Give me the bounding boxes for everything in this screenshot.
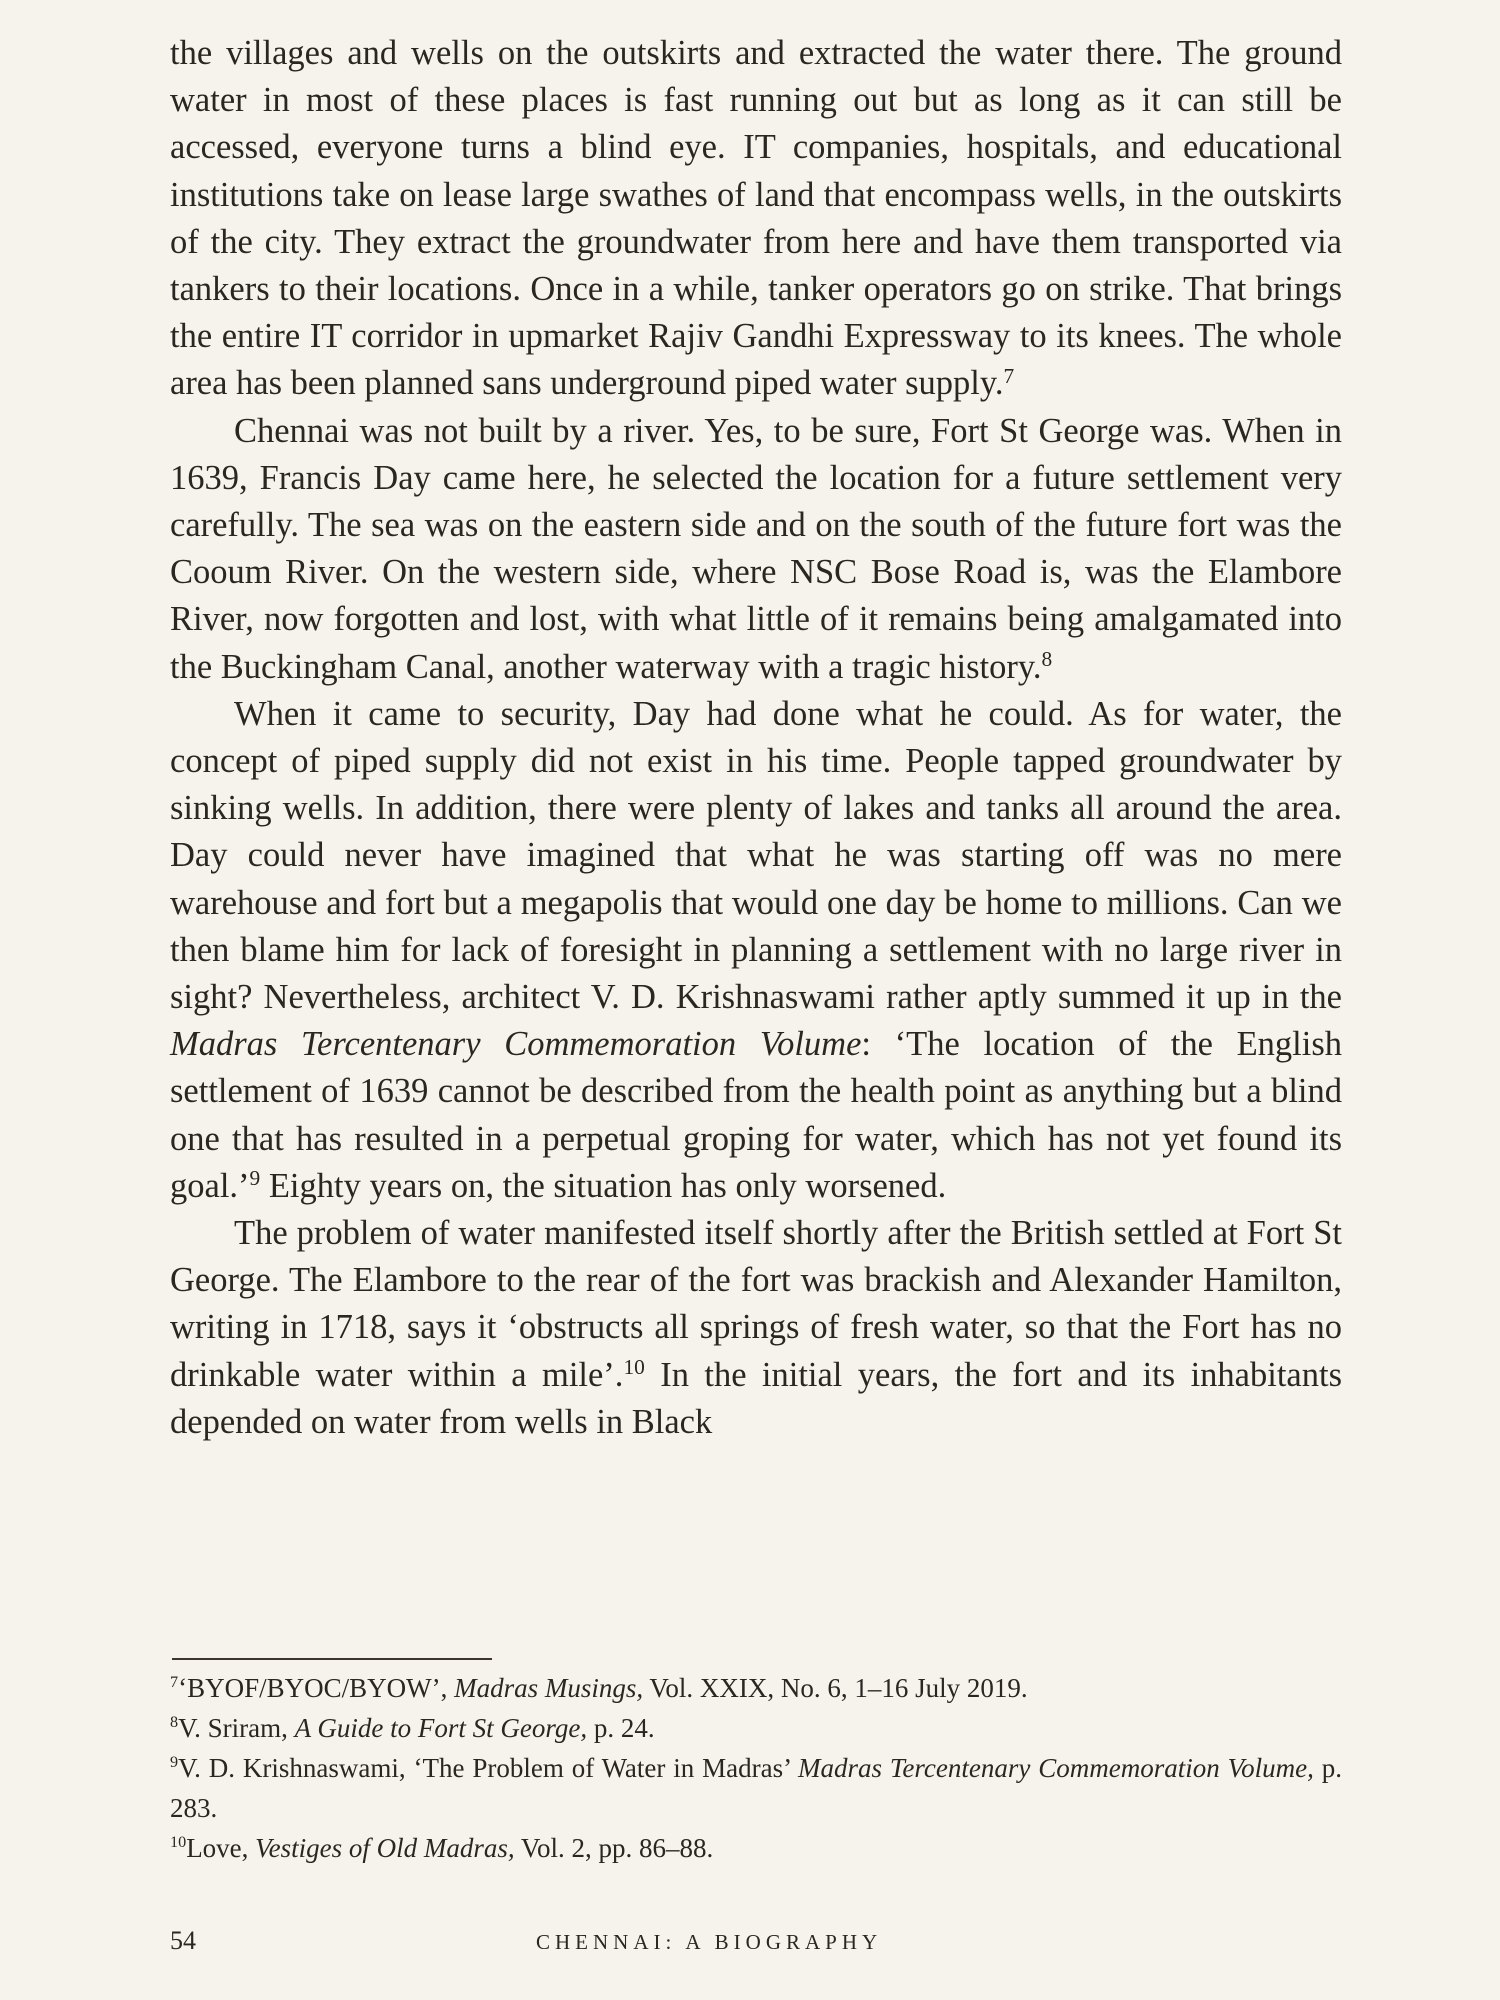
- text-run: the villages and wells on the outskirts and extracted the water there. The ground water in most of these places is fast running out but as long as it can still be accessed, everyone turns a blind eye. IT companies, hospitals, and educational institutions take on lease large swathes of land that encompass wells, in the outskirts of the city. They extract the groundwater from here and have them transported via tankers to their locations. Once in a while, tanker operators go on strike. That brings the entire IT corridor in upmarket Rajiv Gandhi Expressway to its knees. The whole area has been planned sans underground piped water supply.: [170, 34, 1342, 403]
- italic-title: Madras Tercentenary Commemoration Volume,: [798, 1753, 1314, 1783]
- footnote-ref: 9: [170, 1753, 179, 1772]
- body-text: [170, 30, 1342, 1446]
- footnotes: [170, 1668, 1342, 1868]
- italic-title: A Guide to Fort St George,: [294, 1713, 588, 1743]
- text-run: Chennai was not built by a river. Yes, to be sure, Fort St George was. When in 1639, Francis Day came here, he selected the location for a future settlement very carefully. The sea was on the eastern side and on the south of the future fort was the Cooum River. On the western side, where NSC Bose Road is, was the Elambore River, now forgotten and lost, with what little of it remains being amalgamated into the Buckingham Canal, another waterway with a tragic history.: [170, 411, 1342, 686]
- text-run: ‘BYOF/BYOC/BYOW’,: [178, 1673, 455, 1703]
- footnote-ref: 10: [170, 1833, 187, 1852]
- text-run: V. Sriram,: [178, 1713, 295, 1743]
- footnote: [170, 1828, 1342, 1868]
- paragraph: [170, 30, 1342, 408]
- paragraph: [170, 1210, 1342, 1446]
- footnote-ref: 9: [249, 1166, 261, 1191]
- italic-title: Vestiges of Old Madras,: [255, 1833, 515, 1863]
- footnote-ref: 8: [170, 1713, 179, 1732]
- paragraph: [170, 691, 1342, 1210]
- footnote-divider: [172, 1658, 492, 1660]
- footnote-ref: 8: [1041, 646, 1053, 671]
- footnote-ref: 10: [623, 1354, 645, 1379]
- footnote: [170, 1708, 1342, 1748]
- footnote-ref: 7: [170, 1673, 179, 1692]
- footnote: [170, 1668, 1342, 1708]
- text-run: V. D. Krishnaswami, ‘The Problem of Water in Madras’: [178, 1753, 798, 1783]
- text-run: : ‘The location of the English settlement of 1639 cannot be described from the health point as anything but a blind one that has resulted in a perpetual groping for water, which has not yet found its goal.’: [170, 1025, 1342, 1205]
- running-head: CHENNAI: A BIOGRAPHY: [536, 1930, 883, 1954]
- text-run: The problem of water manifested itself shortly after the British settled at Fort St George. The Elambore to the rear of the fort was brackish and Alexander Hamilton, writing in 1718, says it ‘obstructs all springs of fresh water, so that the Fort has no drinkable water within a mile’.: [170, 1214, 1342, 1394]
- text-run: In the initial years, the fort and its inhabitants depended on water from wells in Black: [170, 1355, 1342, 1441]
- footnote-ref: 7: [1003, 363, 1015, 388]
- text-run: Vol. 2, pp. 86–88.: [514, 1833, 714, 1863]
- text-run: Love,: [186, 1833, 256, 1863]
- paragraph: [170, 408, 1342, 691]
- italic-title: Madras Musings,: [454, 1673, 644, 1703]
- text-run: p. 283.: [170, 1753, 1343, 1823]
- text-run: p. 24.: [587, 1713, 655, 1743]
- footnote: [170, 1748, 1342, 1828]
- page-number: 54: [170, 1926, 196, 1955]
- italic-title: Madras Tercentenary Commemoration Volume: [170, 1025, 862, 1064]
- text-run: Eighty years on, the situation has only worsened.: [260, 1166, 947, 1205]
- text-run: Vol. XXIX, No. 6, 1–16 July 2019.: [643, 1673, 1028, 1703]
- text-run: When it came to security, Day had done what he could. As for water, the concept of piped supply did not exist in his time. People tapped groundwater by sinking wells. In addition, there were plenty of lakes and tanks all around the area. Day could never have imagined that what he was starting off was no mere warehouse and fort but a megapolis that would one day be home to millions. Can we then blame him for lack of foresight in planning a settlement with no large river in sight? Nevertheless, architect V. D. Krishnaswami rather aptly summed it up in the: [170, 694, 1342, 1017]
